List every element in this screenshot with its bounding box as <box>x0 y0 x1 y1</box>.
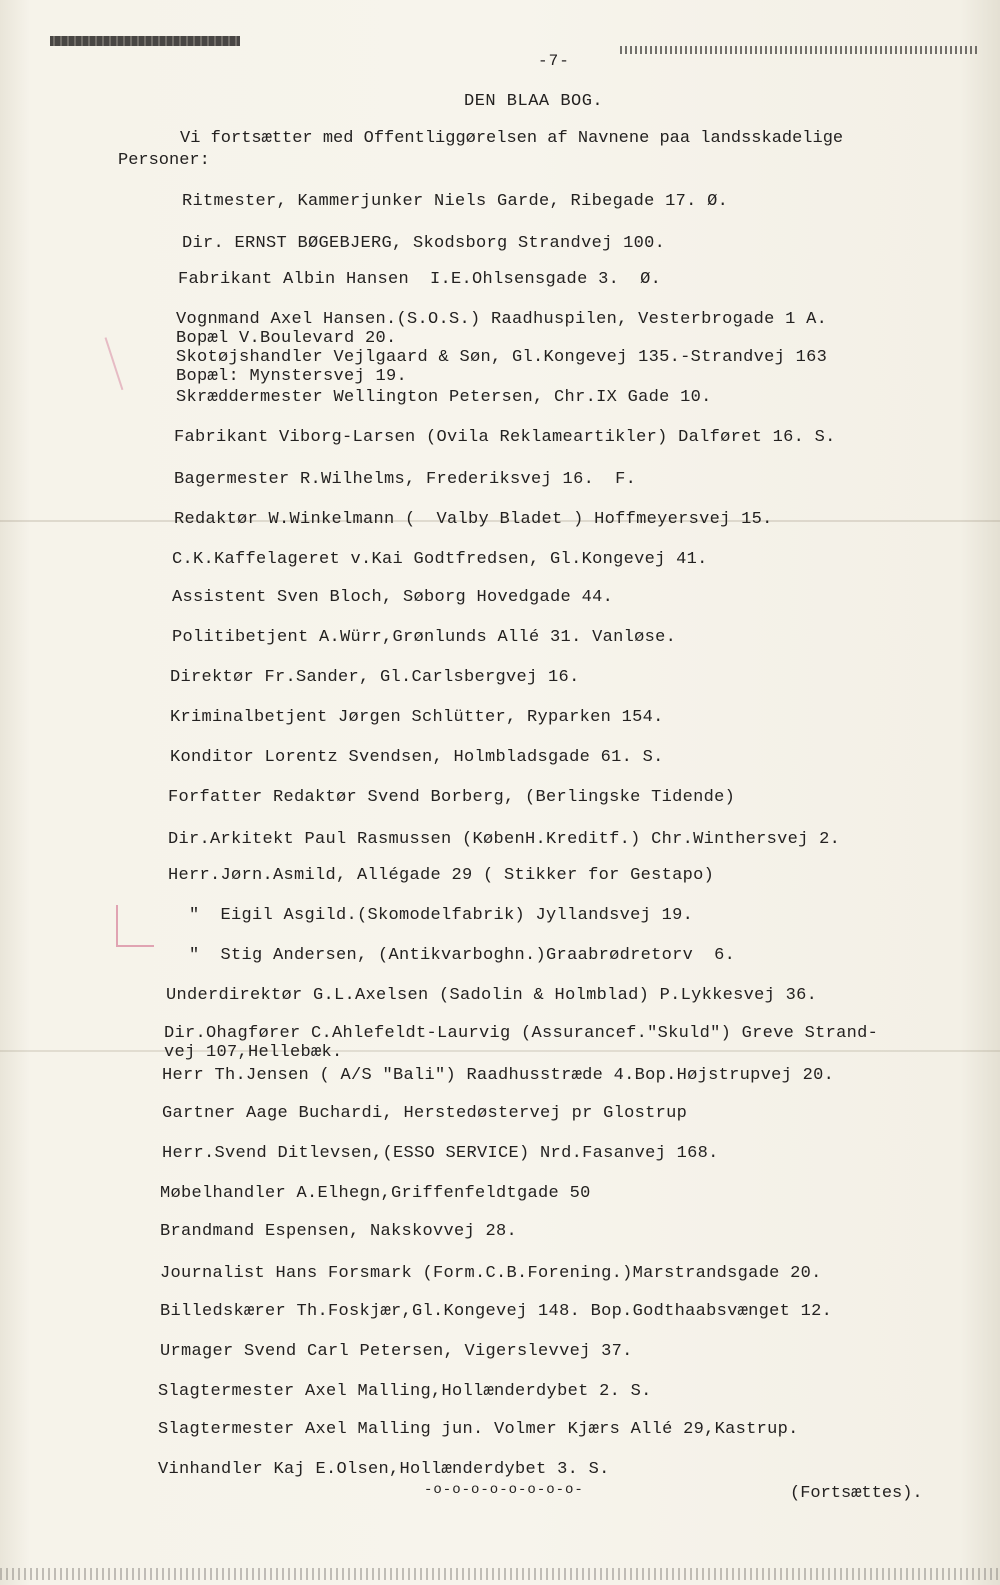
list-item: Direktør Fr.Sander, Gl.Carlsbergvej 16. <box>170 668 580 687</box>
list-item: Dir.Arkitekt Paul Rasmussen (KøbenH.Kreditf.) Chr.Winthersvej 2. <box>168 830 841 849</box>
list-item: Dir. ERNST BØGEBJERG, Skodsborg Strandvej 100. <box>182 234 666 253</box>
list-item: Underdirektør G.L.Axelsen (Sadolin & Holmblad) P.Lykkesvej 36. <box>166 986 818 1005</box>
list-item: Herr.Svend Ditlevsen,(ESSO SERVICE) Nrd.Fasanvej 168. <box>162 1144 719 1163</box>
list-item: Ritmester, Kammerjunker Niels Garde, Ribegade 17. Ø. <box>182 192 729 211</box>
list-item: Fabrikant Albin Hansen I.E.Ohlsensgade 3. Ø. <box>178 270 662 289</box>
list-item: Vinhandler Kaj E.Olsen,Hollænderdybet 3. S. <box>158 1460 610 1479</box>
list-item: " Eigil Asgild.(Skomodelfabrik) Jyllandsvej 19. <box>168 906 694 925</box>
document-heading: DEN BLAA BOG. <box>464 92 604 111</box>
list-item: " Stig Andersen, (Antikvarboghn.)Graabrødretorv 6. <box>168 946 736 965</box>
list-item: Konditor Lorentz Svendsen, Holmbladsgade 61. S. <box>170 748 664 767</box>
list-item: Brandmand Espensen, Nakskovvej 28. <box>160 1222 518 1241</box>
list-item: Forfatter Redaktør Svend Borberg, (Berlingske Tidende) <box>168 788 736 807</box>
intro-paragraph <box>118 128 968 172</box>
intro-line: Personer: <box>118 151 210 170</box>
list-item: C.K.Kaffelageret v.Kai Godtfredsen, Gl.Kongevej 41. <box>172 550 708 569</box>
page-number: -7- <box>538 52 570 70</box>
list-item: Gartner Aage Buchardi, Herstedøstervej pr Glostrup <box>162 1104 688 1123</box>
list-item: Møbelhandler A.Elhegn,Griffenfeldtgade 50 <box>160 1184 591 1203</box>
list-item: Skræddermester Wellington Petersen, Chr.IX Gade 10. <box>176 388 712 407</box>
list-item: Kriminalbetjent Jørgen Schlütter, Ryparken 154. <box>170 708 664 727</box>
section-divider: -o-o-o-o-o-o-o-o- <box>424 1482 584 1498</box>
list-item: Herr.Jørn.Asmild, Allégade 29 ( Stikker for Gestapo) <box>168 866 715 885</box>
list-item: Redaktør W.Winkelmann ( Valby Bladet ) Hoffmeyersvej 15. <box>174 510 773 529</box>
list-item: Fabrikant Viborg-Larsen (Ovila Reklameartikler) Dalføret 16. S. <box>174 428 836 447</box>
list-item: Bagermester R.Wilhelms, Frederiksvej 16. F. <box>174 470 637 489</box>
list-item: Vognmand Axel Hansen.(S.O.S.) Raadhuspilen, Vesterbrogade 1 A. Bopæl V.Boulevard 20. <box>176 310 828 348</box>
list-item: Slagtermester Axel Malling jun. Volmer Kjærs Allé 29,Kastrup. <box>158 1420 799 1439</box>
list-item: Billedskærer Th.Foskjær,Gl.Kongevej 148. Bop.Godthaabsvænget 12. <box>160 1302 833 1321</box>
list-item: Skotøjshandler Vejlgaard & Søn, Gl.Kongevej 135.-Strandvej 163 Bopæl: Mynstersvej 19. <box>176 348 828 386</box>
continued-note: (Fortsættes). <box>790 1484 923 1503</box>
list-item: Slagtermester Axel Malling,Hollænderdybet 2. S. <box>158 1382 652 1401</box>
scan-edge-top-left <box>50 36 240 46</box>
red-pencil-mark <box>116 905 154 947</box>
scan-edge-top-right <box>620 46 980 54</box>
list-item: Assistent Sven Bloch, Søborg Hovedgade 44. <box>172 588 614 607</box>
list-item: Herr Th.Jensen ( A/S "Bali") Raadhusstræde 4.Bop.Højstrupvej 20. <box>162 1066 835 1085</box>
list-item: Journalist Hans Forsmark (Form.C.B.Forening.)Marstrandsgade 20. <box>160 1264 822 1283</box>
list-item: Dir.Ohagfører C.Ahlefeldt-Laurvig (Assurancef."Skuld") Greve Strand- vej 107,Hellebæk. <box>164 1024 879 1062</box>
intro-line: Vi fortsætter med Offentliggørelsen af Navnene paa landsskadelige <box>180 129 844 148</box>
list-item: Urmager Svend Carl Petersen, Vigerslevvej 37. <box>160 1342 633 1361</box>
scan-edge-bottom <box>0 1568 1000 1580</box>
list-item: Politibetjent A.Würr,Grønlunds Allé 31. Vanløse. <box>172 628 677 647</box>
